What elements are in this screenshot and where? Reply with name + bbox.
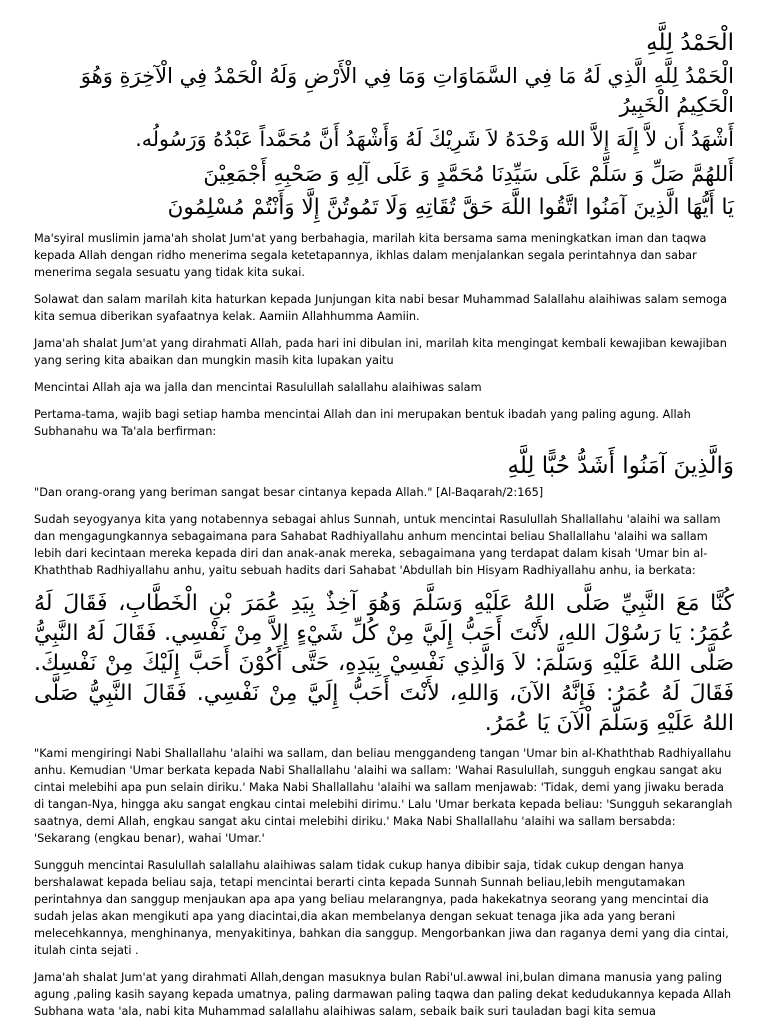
paragraph-salawat: Solawat dan salam marilah kita haturkan kepada Junjungan kita nabi besar Muhammad Salallahu alaihiwas salam semoga kita semua diberikan syafaatnya kelak. Aamiin Allahhumma Aamiin. [34,293,728,323]
arabic-hadith: كُنَّا مَعَ النَّبِيِّ صَلَّى اللهُ عَلَيْهِ وَسَلَّمَ وَهُوَ آخِذٌ بِيَدِ عُمَرَ بْنِ الْخَطَّابِ، فَقَالَ لَهُ عُمَرُ: يَا رَسُوْلَ اللهِ، لأَنْتَ أَحَبُّ إِلَيَّ مِنْ كُلِّ شَيْءٍ إِلاَّ مِنْ نَفْسِي. فَقَالَ لَهُ النَّبِيُّ صَلَّى اللهُ عَلَيْهِ وَسَلَّمَ: لاَ وَالَّذِي نَفْسِيْ بِيَدِهِ، حَتَّى أَكُوْنَ أَحَبَّ إِلَيْكَ مِنْ نَفْسِكَ. فَقَالَ لَهُ عُمَرُ: فَإِنَّهُ الآنَ، وَاللهِ، لأَنْتَ أَحَبُّ إِلَيَّ مِنْ نَفْسِي. فَقَالَ النَّبِيُّ صَلَّى اللهُ عَلَيْهِ وَسَلَّمَ اْلآنَ يَا عُمَرُ. [34,591,734,736]
arabic-quran-verse: وَالَّذِينَ آمَنُوا أَشَدُّ حُبًّا لِلَّهِ [507,453,734,479]
paragraph-topic: Mencintai Allah aja wa jalla dan mencintai Rasulullah salallahu alaihiwas salam [34,381,482,394]
paragraph-opening: Ma'syiral muslimin jama'ah sholat Jum'at yang berbahagia, marilah kita bersama sama meningkatkan iman dan taqwa kepada Allah dengan ridho menerima segala ketetapannya, ikhlas dalam menjalankan segala perintahnya dan sabar menerima segala sesuatu yang tidak kita sukai. [34,232,707,279]
arabic-praise: الْحَمْدُ لِلَّهِ الَّذِي لَهُ مَا فِي السَّمَاوَاتِ وَمَا فِي الْأَرْضِ وَلَهُ الْحَمْدُ فِي الْآخِرَةِ وَهُوَ الْحَكِيمُ الْخَبِيرُ [80,64,734,117]
hadith-translation: "Kami mengiringi Nabi Shallallahu 'alaihi wa sallam, dan beliau menggandeng tangan 'Umar bin al-Khaththab Radhiyallahu anhu. Kemudian 'Umar berkata kepada Nabi Shallallahu 'alaihi wa sallam: 'Wahai Rasulullah, sungguh engkau sangat aku cintai melebihi apa pun selain diriku.' Maka Nabi Shallallahu 'alaihi wa sallam menjawab: 'Tidak, demi yang jiwaku berada di tangan-Nya, hingga aku sangat engkau cintai melebihi dirimu.' Lalu 'Umar berkata kepada beliau: 'Sungguh sekaranglah saatnya, demi Allah, engkau sangat aku cintai melebihi diriku.' Maka Nabi Shallallahu 'alaihi wa sallam bersabda: 'Sekarang (engkau benar), wahai 'Umar.' [34,747,733,845]
paragraph-intro-verse: Pertama-tama, wajib bagi setiap hamba mencintai Allah dan ini merupakan bentuk ibadah yang paling agung. Allah Subhanahu wa Ta'ala berfirman: [34,408,691,438]
arabic-heading: الْحَمْدُ لِلَّهِ [646,30,734,56]
arabic-taqwa-verse: يَا أَيُّهَا الَّذِينَ آمَنُوا اتَّقُوا اللَّهَ حَقَّ تُقَاتِهِ وَلَا تَمُوتُنَّ إِلَّا وَأَنْتُمْ مُسْلِمُونَ [167,195,734,220]
arabic-salawat: أَللهُمَّ صَلِّ وَ سَلِّمْ عَلَى سَيِّدِنَا مُحَمَّدٍ وَ عَلَى آلِهِ وَ صَحْبِهِ أَجْمَعِيْنَ [203,162,734,186]
paragraph-ahlus-sunnah: Sudah seyogyanya kita yang notabennya sebagai ahlus Sunnah, untuk mencintai Rasulullah Shallallahu 'alaihi wa sallam dan mengagungkannya sebagaimana para Sahabat Radhiyallahu anhum mencintai beliau Shallallahu 'alaihi wa sallam lebih dari kecintaan mereka kepada diri dan anak-anak mereka, sebagaimana yang terdapat dalam kisah 'Umar bin al-Khaththab Radhiyallahu anhu, yaitu sebuah hadits dari Sahabat 'Abdullah bin Hisyam Radhiyallahu anhu, ia berkata: [34,513,721,577]
paragraph-rabiul-awwal: Jama'ah shalat Jum'at yang dirahmati Allah,dengan masuknya bulan Rabi'ul.awwal ini,bulan dimana manusia yang paling agung ,paling kasih sayang kepada umatnya, paling darmawan paling taqwa dan paling dekat kedudukannya kepada Allah Subhana wata 'ala, nabi kita Muhammad salallahu alaihiwas salam, sebaik baik suri tauladan bagi kita semua [34,971,732,1018]
paragraph-reminder: Jama'ah shalat Jum'at yang dirahmati Allah, pada hari ini dibulan ini, marilah kita mengingat kembali kewajiban kewajiban yang sering kita abaikan dan mungkin masih kita lupakan yaitu [34,337,727,367]
arabic-shahada: أَشْهَدُ أَن لاَّ إِلَهَ إِلاَّ الله وَحْدَهُ لاَ شَرِيْكَ لَهُ وَأَشْهَدُ أَنَّ مُحَمَّداً عَبْدُهُ وَرَسُولُه. [135,127,734,151]
paragraph-true-love: Sungguh mencintai Rasulullah salallahu alaihiwas salam tidak cukup hanya dibibir saja, tidak cukup dengan hanya bershalawat kepada beliau saja, tetapi mencintai berarti cinta kepada Sunnah Sunnah beliau,lebih mengutamakan perintahnya dan sanggup menjaukan apa apa yang beliau melarangnya, pada hakekatnya seorang yang mencintai dia sudah jelas akan mengikuti apa yang diacintai,dia akan membelanya dengan sekuat tenaga jika ada yang berani melecehkannya, menghinanya, menyakitinya, bahkan dia sanggup. Mengorbankan jiwa dan raganya demi yang dia cintai, itulah cinta sejati . [34,859,729,957]
verse-translation: "Dan orang-orang yang beriman sangat besar cintanya kepada Allah." [Al-Baqarah/2:165] [34,486,544,499]
